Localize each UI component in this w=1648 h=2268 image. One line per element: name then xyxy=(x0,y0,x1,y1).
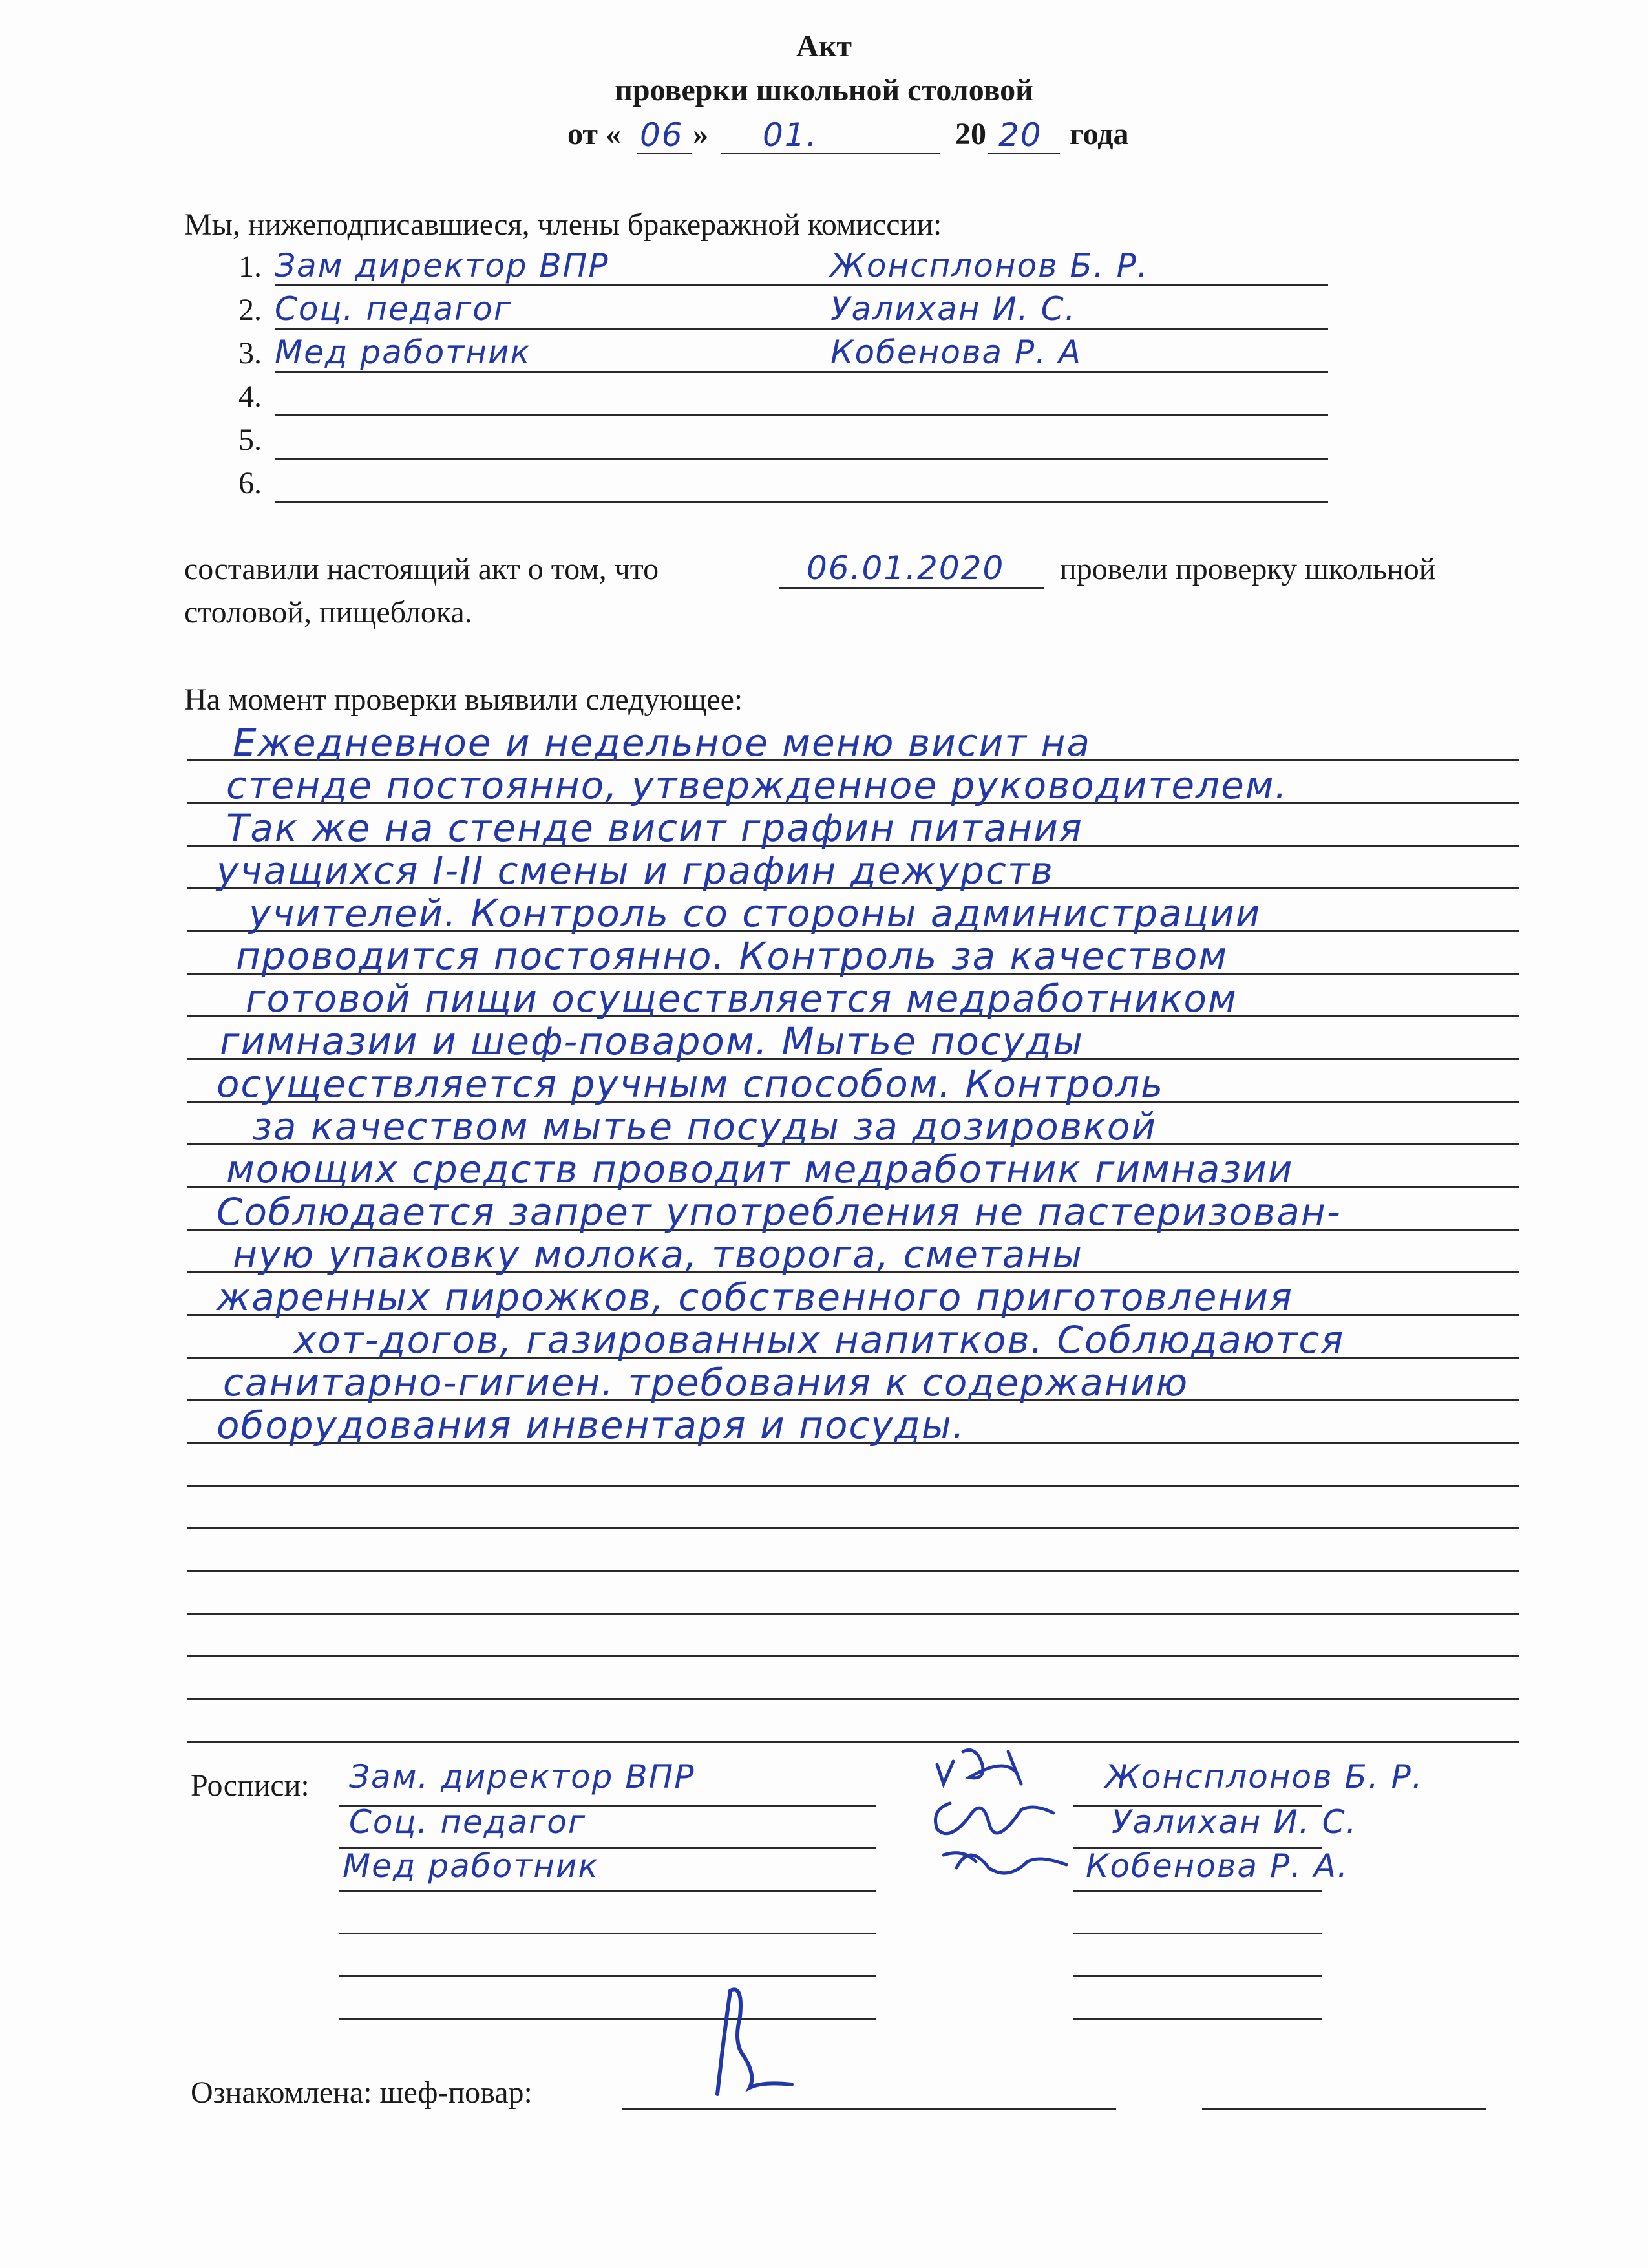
signature-role-line xyxy=(339,1933,876,1934)
member-name: Кобенова Р. А xyxy=(830,334,1083,371)
signature-name-line xyxy=(1073,1975,1322,1977)
chef-signature xyxy=(685,1978,801,2107)
date-prefix: от « xyxy=(567,117,621,151)
findings-text: хот-догов, газированных напитков. Соблюдаются xyxy=(294,1318,1345,1362)
year-word: года xyxy=(1070,117,1129,151)
signature-role: Зам. директор ВПР xyxy=(349,1758,695,1796)
document-title: Акт xyxy=(796,29,852,63)
findings-text: санитарно-гигиен. требования к содержанию xyxy=(223,1361,1189,1404)
commission-intro: Мы, нижеподписавшиеся, члены бракеражной комиссии: xyxy=(184,207,942,242)
signature-role: Соц. педагог xyxy=(349,1803,587,1841)
member-line xyxy=(275,458,1328,460)
member-role: Зам директор ВПР xyxy=(275,247,609,284)
signature-name: Жонсплонов Б. Р. xyxy=(1105,1758,1424,1796)
chef-signature-line xyxy=(622,2108,1116,2110)
findings-text: за качеством мытье посуды за дозировкой xyxy=(252,1105,1157,1149)
year-prefix: 20 xyxy=(955,117,986,151)
member-number: 3. xyxy=(238,336,262,370)
member-name: Уалихан И. С. xyxy=(830,290,1077,328)
acknowledged-label: Ознакомлена: шеф-повар: xyxy=(191,2075,533,2110)
findings-text: жаренных пирожков, собственного приготовления xyxy=(217,1275,1293,1319)
member-number: 6. xyxy=(238,466,262,500)
findings-text: оборудования инвентаря и посуды. xyxy=(217,1403,966,1447)
date-month: 01. xyxy=(763,116,818,154)
year-suffix: 20 xyxy=(998,116,1042,154)
findings-text: учителей. Контроль со стороны администрации xyxy=(249,891,1262,935)
member-number: 4. xyxy=(238,379,262,414)
member-line xyxy=(275,414,1328,416)
findings-text: осуществляется ручным способом. Контроль xyxy=(217,1062,1165,1106)
chef-name-line xyxy=(1202,2108,1486,2110)
signature-name-line xyxy=(1073,1890,1322,1892)
member-role: Соц. педагог xyxy=(275,290,512,328)
month-line xyxy=(721,153,940,154)
signature-role: Мед работник xyxy=(343,1847,599,1885)
findings-text: готовой пищи осуществляется медработником xyxy=(246,977,1238,1021)
member-line xyxy=(275,371,1328,373)
member-line xyxy=(275,501,1328,503)
signatures-label: Росписи: xyxy=(191,1768,310,1803)
signature-name: Кобенова Р. А. xyxy=(1086,1847,1349,1885)
findings-text: гимназии и шеф-поваром. Мытье посуды xyxy=(220,1019,1084,1063)
document-subtitle: проверки школьной столовой xyxy=(615,73,1033,107)
date-day: 06 xyxy=(640,116,684,154)
signature-name-line xyxy=(1073,2018,1322,2020)
findings-text: Так же на стенде висит графин питания xyxy=(226,806,1083,850)
findings-text: учащихся I-II смены и графин дежурств xyxy=(217,849,1054,893)
findings-line xyxy=(187,1741,1519,1743)
signature-role-line xyxy=(339,1890,876,1892)
member-number: 5. xyxy=(238,423,262,457)
member-line xyxy=(275,328,1328,330)
composed-text-after: провели проверку школьной xyxy=(1060,552,1436,586)
handwritten-signatures xyxy=(924,1739,1079,1900)
findings-label: На момент проверки выявили следующее: xyxy=(184,683,743,717)
signature-name: Уалихан И. С. xyxy=(1112,1803,1358,1841)
composed-text: составили настоящий акт о том, что xyxy=(184,552,659,586)
member-role: Мед работник xyxy=(275,334,531,371)
member-name: Жонсплонов Б. Р. xyxy=(830,247,1149,284)
member-number: 1. xyxy=(238,249,262,284)
findings-text: Ежедневное и недельное меню висит на xyxy=(233,721,1092,765)
composed-text-line2: столовой, пищеблока. xyxy=(184,595,472,630)
findings-line xyxy=(187,1655,1519,1657)
findings-line xyxy=(187,1527,1519,1529)
findings-text: Соблюдается запрет употребления не пастеризован- xyxy=(217,1190,1342,1234)
findings-line xyxy=(187,1570,1519,1572)
inspection-date: 06.01.2020 xyxy=(807,549,1005,587)
signature-name-line xyxy=(1073,1933,1322,1934)
member-line xyxy=(275,284,1328,286)
member-number: 2. xyxy=(238,293,262,327)
findings-line xyxy=(187,1698,1519,1700)
date-day-close: » xyxy=(693,117,708,151)
findings-text: проводится постоянно. Контроль за качеством xyxy=(236,934,1229,978)
findings-text: ную упаковку молока, творога, сметаны xyxy=(233,1233,1084,1277)
findings-line xyxy=(187,1485,1519,1487)
inspection-date-line xyxy=(779,587,1044,589)
signature-role-line xyxy=(339,1975,876,1977)
findings-line xyxy=(187,1613,1519,1615)
findings-text: стенде постоянно, утвержденное руководителем. xyxy=(226,763,1288,807)
findings-text: моющих средств проводит медработник гимназии xyxy=(226,1147,1294,1191)
